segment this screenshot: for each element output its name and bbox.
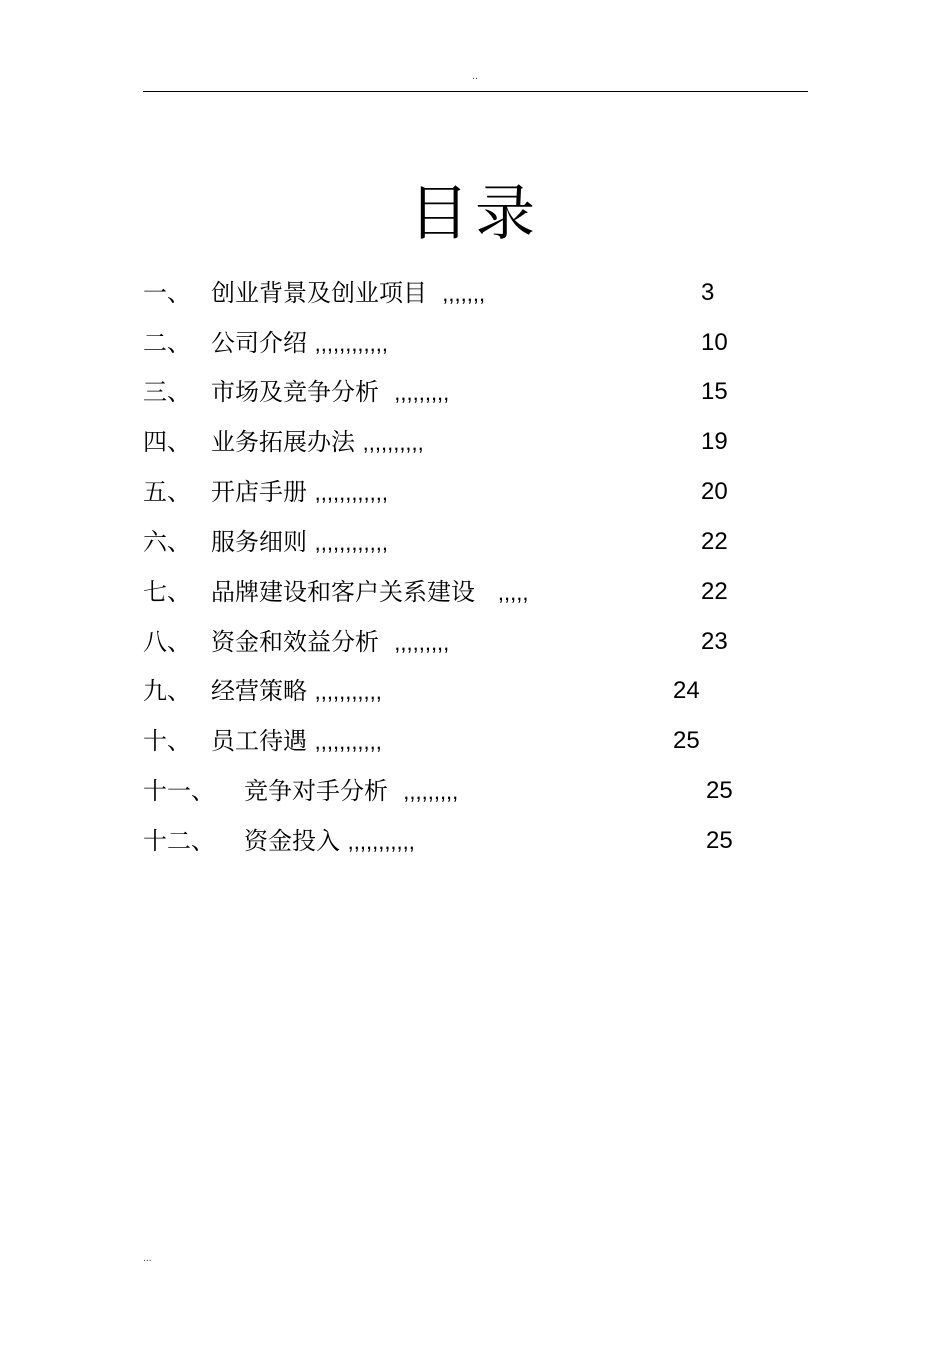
toc-entry-title: 竞争对手分析 ,,,,,,,,, [244, 777, 459, 805]
toc-entry-title: 创业背景及创业项目 ,,,,,,, [211, 279, 486, 307]
toc-entry-page: 23 [701, 628, 728, 655]
toc-entry-6[interactable] [0, 519, 950, 565]
toc-entry-title: 服务细则 ,,,,,,,,,,,, [211, 528, 388, 556]
toc-entry-number: 一、 [143, 279, 191, 307]
toc-entry-page: 25 [673, 727, 700, 754]
toc-entry-page: 15 [701, 378, 728, 405]
toc-entry-number: 九、 [143, 677, 191, 705]
toc-entry-number: 十二、 [143, 827, 215, 855]
toc-entry-leader: ,,,,,,,,,,,, [314, 530, 388, 555]
toc-entry-number: 十一、 [143, 777, 215, 805]
page-title: 目录 [409, 179, 541, 250]
toc-entry-number: 四、 [143, 428, 191, 456]
toc-entry-number: 八、 [143, 628, 191, 656]
toc-entry-page: 25 [706, 777, 733, 804]
toc-entry-page: 22 [701, 528, 728, 555]
toc-entry-1[interactable] [0, 270, 950, 316]
toc-entry-number: 七、 [143, 578, 191, 606]
toc-entry-page: 20 [701, 478, 728, 505]
toc-entry-page: 22 [701, 578, 728, 605]
toc-entry-leader: ,,,,,,,,, [394, 630, 450, 655]
toc-entry-title: 市场及竞争分析 ,,,,,,,,, [211, 378, 450, 406]
toc-entry-page: 24 [673, 677, 700, 704]
toc-entry-number: 六、 [143, 528, 191, 556]
toc-entry-leader: ,,,,,,,,,,,, [314, 331, 388, 356]
toc-entry-number: 三、 [143, 378, 191, 406]
footer-mark: ... [143, 1254, 152, 1264]
toc-entry-leader: ,,,,,,,,, [394, 380, 450, 405]
toc-entry-page: 10 [701, 329, 728, 356]
toc-entry-10[interactable] [0, 718, 950, 764]
toc-entry-5[interactable] [0, 469, 950, 515]
toc-entry-title: 开店手册 ,,,,,,,,,,,, [211, 478, 388, 506]
header-rule [143, 91, 808, 92]
toc-entry-title: 资金投入 ,,,,,,,,,,, [244, 827, 415, 855]
toc-entry-number: 十、 [143, 727, 191, 755]
toc-entry-title: 品牌建设和客户关系建设 ,,,,, [211, 578, 529, 606]
toc-entry-page: 3 [701, 279, 715, 306]
toc-entry-leader: ,,,,, [497, 580, 529, 605]
toc-entry-12[interactable] [0, 818, 950, 864]
toc-entry-2[interactable] [0, 320, 950, 366]
toc-entry-leader: ,,,,,,,,,,, [347, 829, 415, 854]
toc-entry-title: 资金和效益分析 ,,,,,,,,, [211, 628, 450, 656]
toc-entry-7[interactable] [0, 569, 950, 615]
toc-entry-leader: ,,,,,,,,,, [362, 430, 424, 455]
toc-entry-page: 19 [701, 428, 728, 455]
toc-entry-leader: ,,,,,,,,,,,, [314, 480, 388, 505]
toc-entry-title: 经营策略 ,,,,,,,,,,, [211, 677, 382, 705]
toc-entry-title: 业务拓展办法 ,,,,,,,,,, [211, 428, 424, 456]
toc-entry-number: 二、 [143, 329, 191, 357]
toc-entry-11[interactable] [0, 768, 950, 814]
toc-entry-3[interactable] [0, 369, 950, 415]
toc-entry-number: 五、 [143, 478, 191, 506]
toc-entry-8[interactable] [0, 619, 950, 665]
toc-entry-leader: ,,,,,,,,,,, [314, 679, 382, 704]
toc-entry-page: 25 [706, 827, 733, 854]
toc-entry-leader: ,,,,,,,,,,, [314, 729, 382, 754]
toc-entry-leader: ,,,,,,,,, [403, 779, 459, 804]
toc-entry-title: 员工待遇 ,,,,,,,,,,, [211, 727, 382, 755]
header-mark: .. [472, 72, 478, 82]
toc-entry-leader: ,,,,,,, [442, 281, 486, 306]
toc-entry-4[interactable] [0, 419, 950, 465]
toc-entry-9[interactable] [0, 668, 950, 714]
toc-entry-title: 公司介绍 ,,,,,,,,,,,, [211, 329, 388, 357]
